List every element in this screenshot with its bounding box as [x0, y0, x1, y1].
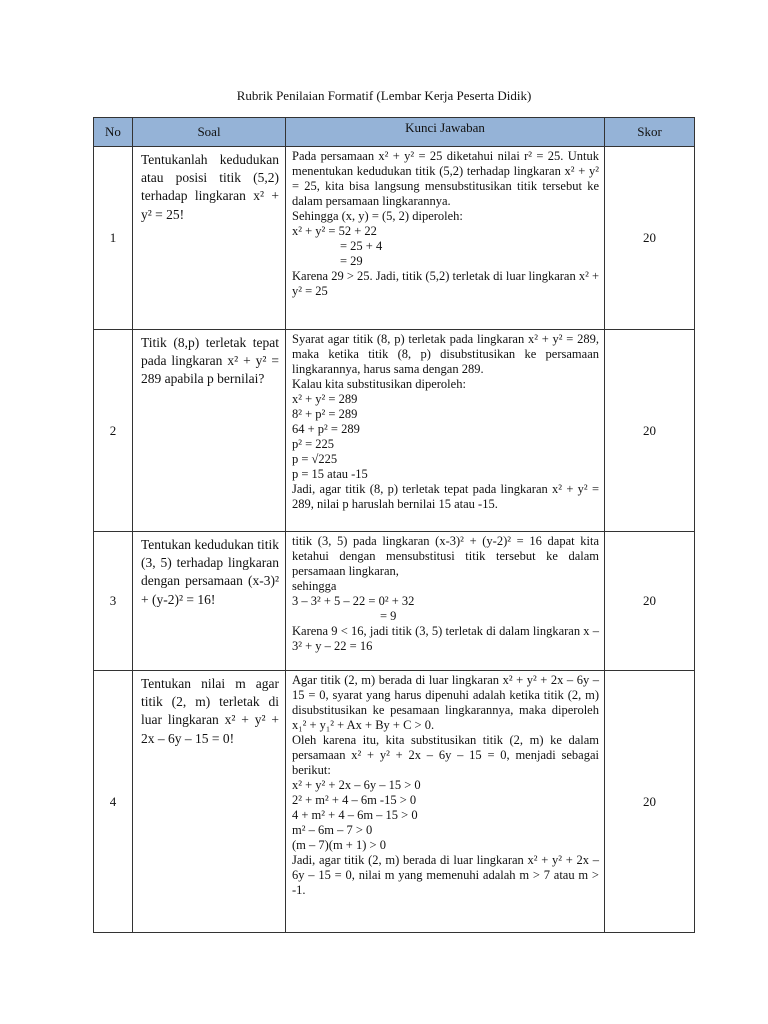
answer-line: 3 – 3² + 5 – 22 = 0² + 32 [292, 594, 415, 608]
answer-line: titik (3, 5) pada lingkaran (x-3)² + (y-2)² = 16 dapat kita ketahui dengan mensubstitusi titik tersebut ke dalam persamaan lingkaran, [292, 534, 599, 578]
answer-key [286, 147, 605, 330]
table-row [94, 671, 695, 933]
answer-line: Agar titik (2, m) berada di luar lingkaran x² + y² + 2x – 6y – 15 = 0, syarat yang harus dipenuhi adalah ketika titik (2, m) disubstitusikan ke pesamaan lingkarannya, maka diperoleh x₁² + y₁² + Ax + By + C > 0. [292, 673, 599, 732]
answer-line: Pada persamaan x² + y² = 25 diketahui nilai r² = 25. Untuk menentukan kedudukan titik (5,2) terhadap lingkaran x² + y² = 25, kita bisa langsung mensubstitusikan titik tersebut ke dalam persamaan lingkarannya. [292, 149, 599, 208]
answer-line: x² + y² = 289 [292, 392, 358, 406]
score-cell: 20 [605, 671, 695, 933]
header-kunci-jawaban: Kunci Jawaban [286, 118, 605, 147]
score-cell: 20 [605, 330, 695, 532]
answer-line: m² – 6m – 7 > 0 [292, 823, 373, 837]
answer-line: 4 + m² + 4 – 6m – 15 > 0 [292, 808, 418, 822]
answer-line: x² + y² + 2x – 6y – 15 > 0 [292, 778, 421, 792]
question-text: Tentukan nilai m agar titik (2, m) terletak di luar lingkaran x² + y² + 2x – 6y – 15 = 0! [133, 671, 286, 933]
header-no: No [94, 118, 133, 147]
score-cell: 20 [605, 532, 695, 671]
answer-line: 8² + p² = 289 [292, 407, 358, 421]
table-header-row [94, 118, 695, 147]
answer-line: Syarat agar titik (8, p) terletak pada lingkaran x² + y² = 289, maka ketika titik (8, p) disubstitusikan ke persamaan lingkarannya, harus sama dengan 289. [292, 332, 599, 376]
answer-line: x² + y² = 52 + 22 [292, 224, 377, 238]
row-number: 1 [94, 147, 133, 330]
answer-line: Karena 29 > 25. Jadi, titik (5,2) terletak di luar lingkaran x² + y² = 25 [292, 269, 599, 298]
score-cell: 20 [605, 147, 695, 330]
table-row [94, 532, 695, 671]
answer-line: Sehingga (x, y) = (5, 2) diperoleh: [292, 209, 463, 223]
answer-line: Oleh karena itu, kita substitusikan titik (2, m) ke dalam persamaan x² + y² + 2x – 6y – 15 = 0, menjadi sebagai berikut: [292, 733, 599, 777]
answer-key [286, 671, 605, 933]
answer-key [286, 532, 605, 671]
answer-line: Kalau kita substitusikan diperoleh: [292, 377, 466, 391]
answer-line: = 25 + 4 [340, 239, 383, 253]
row-number: 3 [94, 532, 133, 671]
answer-line: p² = 225 [292, 437, 335, 451]
question-text: Titik (8,p) terletak tepat pada lingkaran x² + y² = 289 apabila p bernilai? [133, 330, 286, 532]
table-row [94, 147, 695, 330]
table-row [94, 330, 695, 532]
answer-line: p = √225 [292, 452, 338, 466]
answer-line: Jadi, agar titik (2, m) berada di luar lingkaran x² + y² + 2x – 6y – 15 = 0, nilai m yang memenuhi adalah m > 7 atau m > -1. [292, 853, 599, 897]
header-skor: Skor [605, 118, 695, 147]
answer-line: (m – 7)(m + 1) > 0 [292, 838, 386, 852]
answer-line: Karena 9 < 16, jadi titik (3, 5) terletak di dalam lingkaran x – 3² + y – 22 = 16 [292, 624, 599, 653]
answer-line: sehingga [292, 579, 337, 593]
answer-line: = 29 [340, 254, 363, 268]
row-number: 2 [94, 330, 133, 532]
rubric-table [93, 117, 695, 933]
question-text: Tentukan kedudukan titik (3, 5) terhadap lingkaran dengan persamaan (x-3)² + (y-2)² = 16! [133, 532, 286, 671]
answer-line: = 9 [380, 609, 397, 623]
answer-line: 64 + p² = 289 [292, 422, 360, 436]
answer-line: 2² + m² + 4 – 6m -15 > 0 [292, 793, 417, 807]
question-text: Tentukanlah kedudukan atau posisi titik (5,2) terhadap lingkaran x² + y² = 25! [133, 147, 286, 330]
page-title: Rubrik Penilaian Formatif (Lembar Kerja Peserta Didik) [236, 88, 532, 103]
answer-line: p = 15 atau -15 [292, 467, 368, 481]
header-soal: Soal [133, 118, 286, 147]
answer-line: Jadi, agar titik (8, p) terletak tepat pada lingkaran x² + y² = 289, nilai p haruslah bernilai 15 atau -15. [292, 482, 599, 511]
answer-key [286, 330, 605, 532]
row-number: 4 [94, 671, 133, 933]
